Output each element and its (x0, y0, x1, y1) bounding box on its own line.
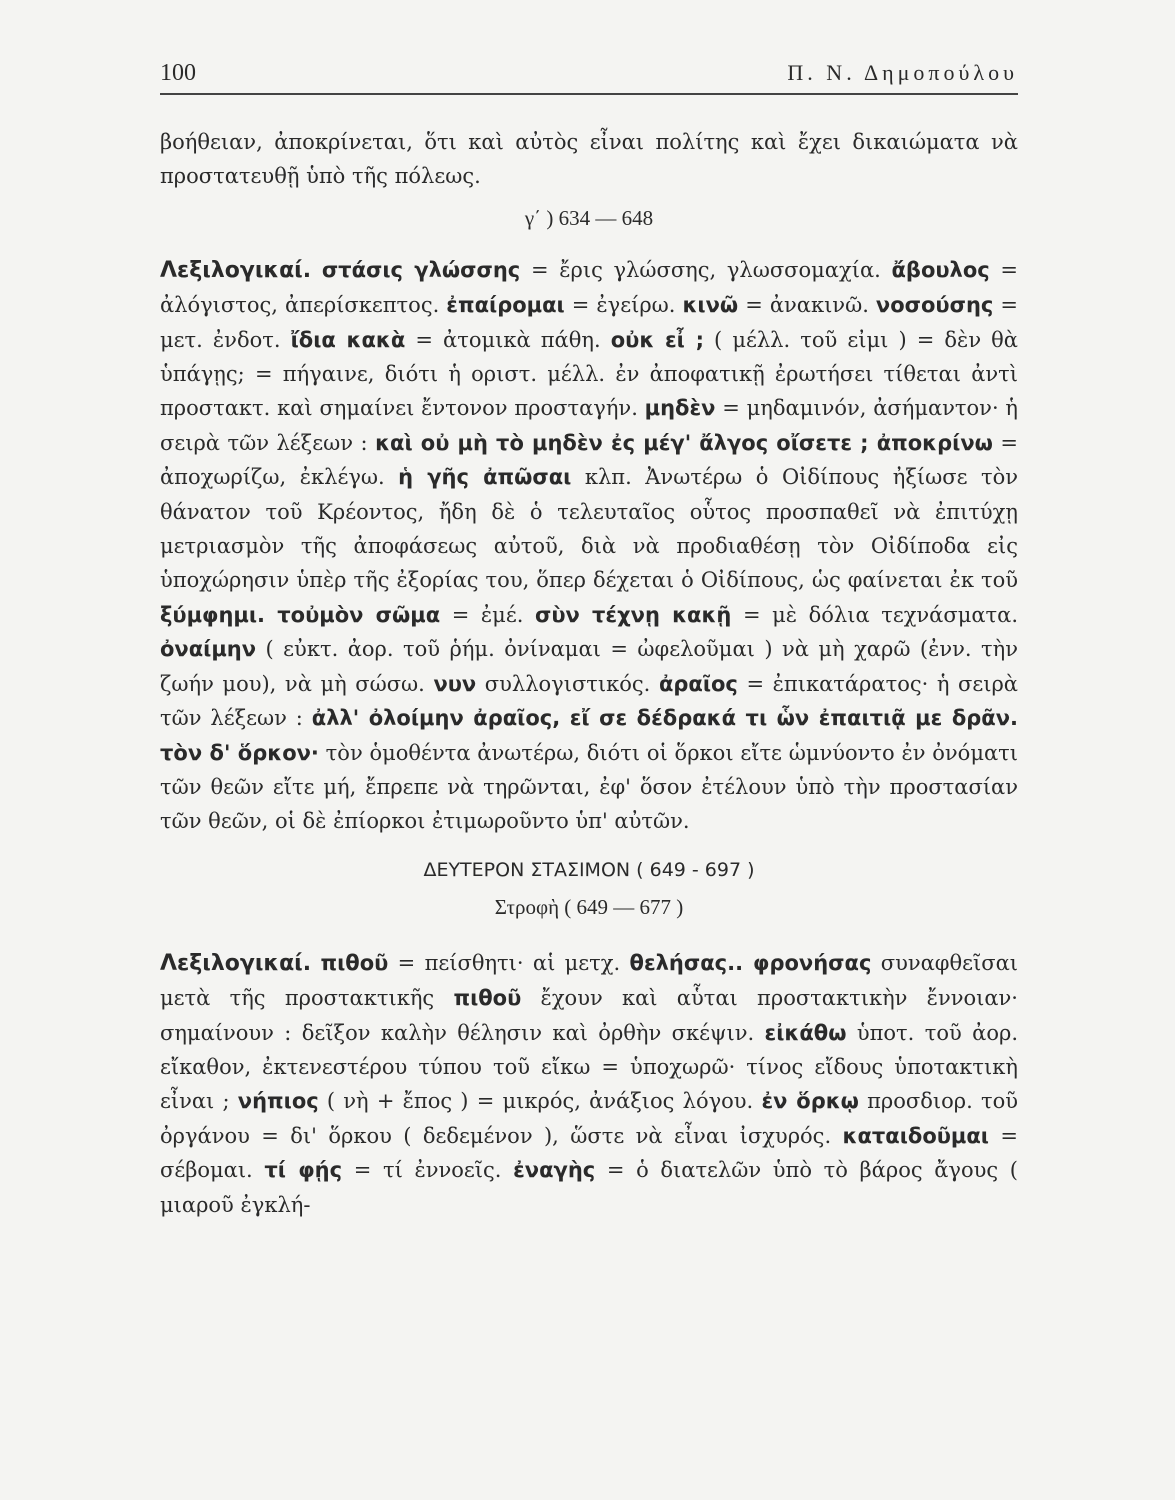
paragraph-lexicon-2 (160, 946, 1018, 1222)
gloss: = ἀλόγιστος, ἀπερίσκεπτος. (160, 257, 1018, 318)
term: ἄβουλος (891, 257, 990, 282)
term: θελήσας.. φρονήσας (629, 950, 872, 975)
term: ὀναίμην (160, 637, 257, 662)
term: ἴδια κακὰ (290, 327, 406, 352)
paragraph-lexicon-1 (160, 253, 1018, 839)
gloss: τὸν ὁμοθέντα ἀνωτέρω, διότι οἱ ὅρκοι εἴτε ὡμνύοντο ἐν ὀνόματι τῶν θεῶν εἴτε μή, ἔπρεπε νὰ τηρῶνται, ἐφ' ὅσον ἐτέλουν ὑπὸ τὴν προστασίαν τῶν θεῶν, οἱ δὲ ἐπίορκοι ἐτιμωροῦντο ὑπ' αὐτῶν. (160, 740, 1019, 834)
running-header (160, 60, 1018, 95)
section-heading-gamma: γ΄ ) 634 — 648 (524, 205, 654, 230)
page-number: 100 (160, 60, 196, 86)
gloss: = ὁ διατελῶν ὑπὸ τὸ βάρος ἄγους ( μιαροῦ ἐγκλή- (160, 1158, 1018, 1217)
lexicon-lead: Λεξιλογικαί. (160, 950, 312, 976)
term: οὐκ εἶ ; (610, 327, 704, 352)
gloss: ( εὐκτ. ἀορ. τοῦ ῥήμ. ὀνίναμαι = ὠφελοῦμαι ) νὰ μὴ χαρῶ (ἐνν. τὴν ζωήν μου), νὰ μὴ σώσω. (160, 637, 1018, 696)
term: ξύμφημι. τοὐμὸν σῶμα (160, 602, 441, 627)
gloss: = ἐμέ. (440, 602, 535, 627)
paragraph-opening: βοήθειαν, ἀποκρίνεται, ὅτι καὶ αὐτὸς εἶναι πολίτης καὶ ἔχει δικαιώματα νὰ προστατευθῇ ὑπὸ τῆς πόλεως. (160, 130, 1018, 189)
term: εἰκάθω (764, 1020, 847, 1045)
gloss: ( νὴ + ἔπος ) = μικρός, ἀνάξιος λόγου. (318, 1089, 762, 1114)
stasimon-heading: ΔΕΥΤΕΡΟΝ ΣΤΑΣΙΜΟΝ ( 649 - 697 ) (423, 858, 755, 881)
term: τί φῄς (264, 1158, 343, 1183)
gloss: ( μέλλ. τοῦ εἰμι ) = δὲν θὰ ὑπάγῃς; = πήγαινε, διότι ἡ οριστ. μέλλ. ἐν ἀποφατικῇ ἐρωτήσει τίθεται ἀντὶ προστακτ. καὶ σημαίνει ἔντονον προσταγήν. (160, 327, 1018, 421)
gloss: = ἀποχωρίζω, ἐκλέγω. (160, 430, 1018, 490)
gloss: = μετ. ἐνδοτ. (160, 293, 1018, 352)
gloss: = ἐγείρω. (564, 293, 683, 318)
gloss: = τί ἐννοεῖς. (342, 1158, 514, 1183)
term: μηδὲν (644, 396, 716, 421)
term: ἀλλ' ὀλοίμην ἀραῖος, εἴ σε δέδρακά τι ὧν ἐπαιτιᾷ με δρᾶν. τὸν δ' ὅρκον· (160, 706, 1018, 765)
gloss: = ἀνακινῶ. (738, 293, 876, 318)
gloss: συναφθεῖσαι μετὰ τῆς προστακτικῆς (160, 950, 1019, 1011)
gloss: = ἔρις γλώσσης, γλωσσομαχία. (520, 257, 892, 282)
gloss: = μηδαμινόν, ἀσήμαντον· ἡ σειρὰ τῶν λέξεων : (160, 396, 1018, 455)
strophe-heading: Στροφὴ ( 649 — 677 ) (494, 894, 684, 919)
gloss: = ἐπικατάρατος· ἡ σειρὰ τῶν λέξεων : (160, 671, 1018, 731)
gloss: = πείσθητι· αἱ μετχ. (388, 950, 630, 975)
term: νυν (433, 671, 477, 696)
gloss: συλλογιστικός. (476, 671, 659, 696)
term: στάσις γλώσσης (321, 257, 521, 282)
gloss: = μὲ δόλια τεχνάσματα. (731, 602, 1019, 627)
gloss: προσδιορ. τοῦ ὀργάνου = δι' ὅρκου ( δεδεμένον ), ὥστε νὰ εἶναι ἰσχυρός. (160, 1089, 1018, 1148)
page (160, 60, 1018, 1222)
term: νήπιος (237, 1089, 319, 1114)
term: καταιδοῦμαι (842, 1123, 989, 1148)
term: πιθοῦ (320, 950, 389, 975)
gloss: ἔχουν καὶ αὗται προστακτικὴν ἔννοιαν· σημαίνουν : δεῖξον καλὴν θέλησιν καὶ ὀρθὴν σκέψιν. (160, 986, 1018, 1045)
term: ἀραῖος (658, 671, 738, 696)
term: καὶ οὐ μὴ τὸ μηδὲν ἐς μέγ' ἄλγος οἴσετε ; ἀποκρίνω (375, 430, 993, 455)
running-head-author: Π. Ν. Δημοπούλου (787, 60, 1018, 85)
gloss: ὑποτ. τοῦ ἀορ. εἴκαθον, ἐκτενεστέρου τύπου τοῦ εἴκω = ὑποχωρῶ· τίνος εἴδους ὑποτακτικὴ εἶναι ; (160, 1020, 1018, 1114)
term: ἐν ὅρκῳ (761, 1089, 859, 1114)
lexicon-lead: Λεξιλογικαί. (160, 257, 312, 283)
gloss: = σέβομαι. (160, 1123, 1018, 1183)
term: πιθοῦ (453, 986, 522, 1011)
term: κινῶ (682, 293, 739, 318)
gloss: = ἀτομικὰ πάθη. (405, 327, 611, 352)
term: νοσούσης (875, 293, 994, 318)
term: ἐπαίρομαι (446, 293, 565, 318)
gloss: κλπ. Ἀνωτέρω ὁ Οἰδίπους ἠξίωσε τὸν θάνατον τοῦ Κρέοντος, ἤδη δὲ ὁ τελευταῖος οὗτος προσπαθεῖ νὰ ἐπιτύχῃ μετριασμὸν τῆς ἀποφάσεως αὐτοῦ, διὰ νὰ προδιαθέσῃ τὸν Οἰδίποδα εἰς ὑποχώρησιν ὑπὲρ τῆς ἐξορίας του, ὅπερ δέχεται ὁ Οἰδίπους, ὡς φαίνεται ἐκ τοῦ (160, 465, 1018, 593)
term: ἡ γῆς ἀπῶσαι (398, 465, 572, 490)
term: σὺν τέχνῃ κακῇ (534, 602, 732, 627)
term: ἐναγὴς (513, 1158, 596, 1183)
